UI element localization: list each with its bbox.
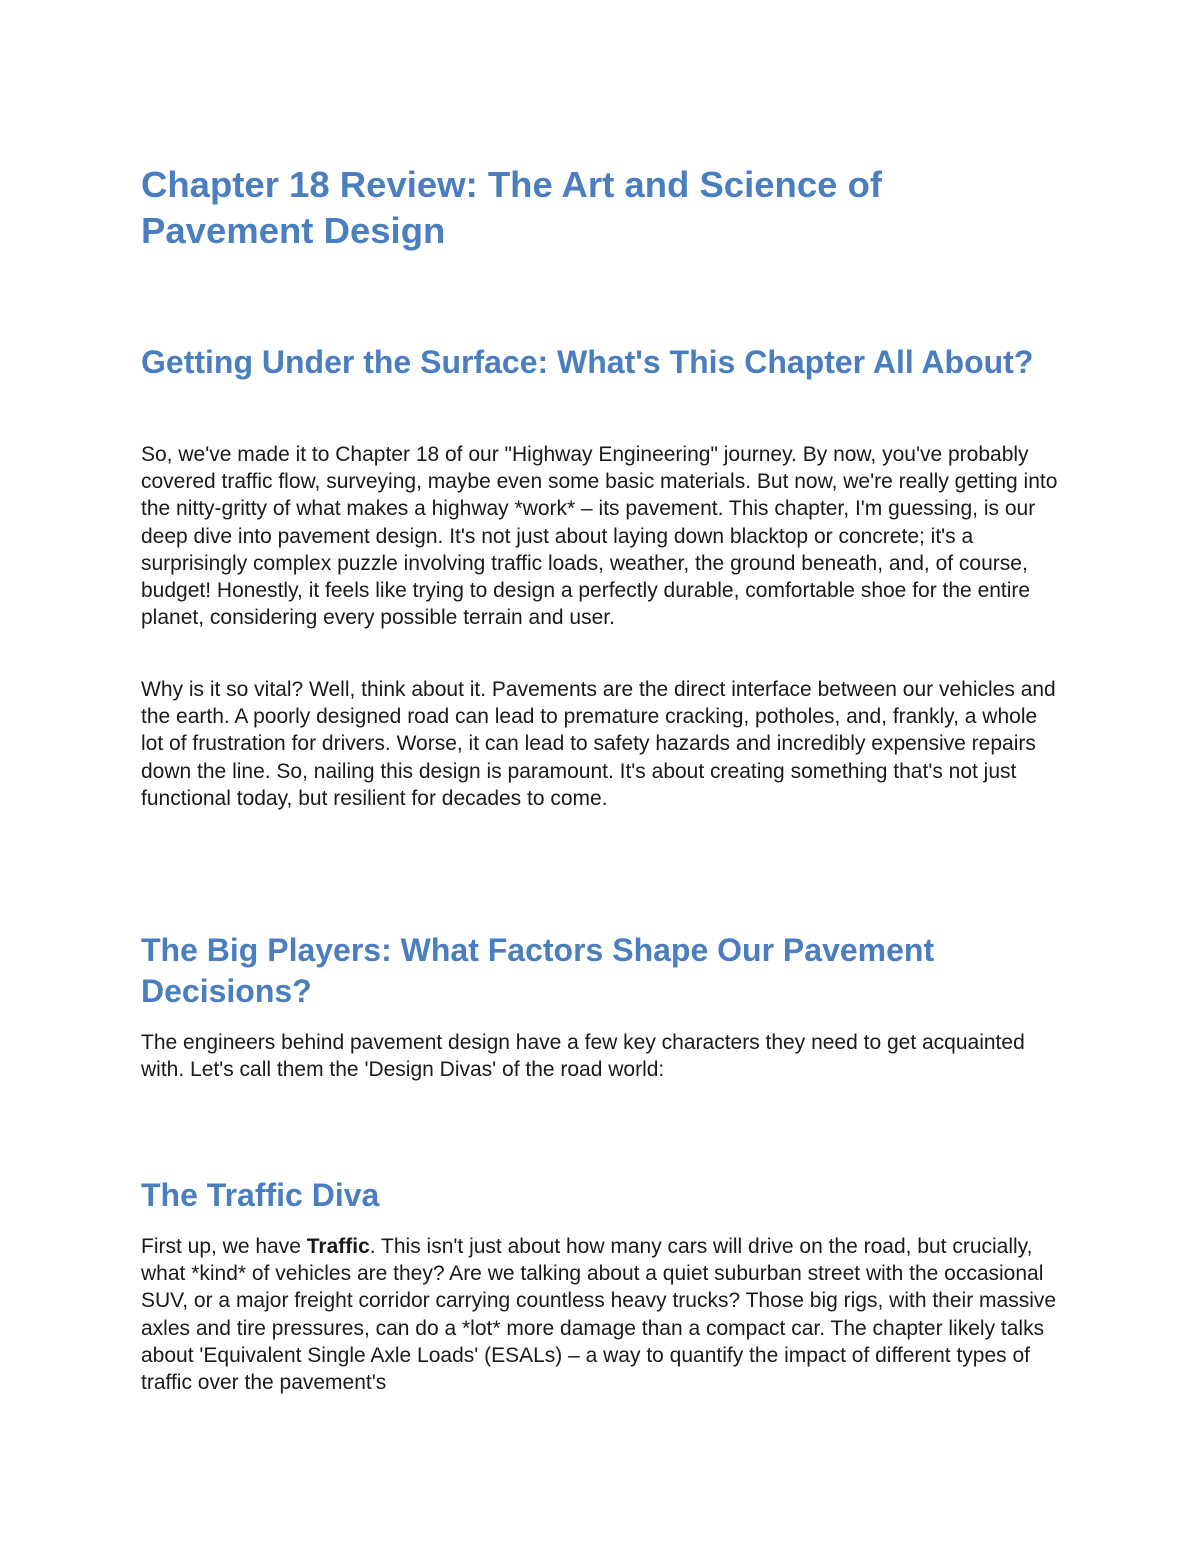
section-heading-traffic-diva: The Traffic Diva <box>141 1177 380 1213</box>
section-paragraph-traffic-diva <box>141 1233 1061 1396</box>
section-heading-surface: Getting Under the Surface: What's This Chapter All About? <box>141 344 1034 380</box>
section-paragraph-intro-2: Why is it so vital? Well, think about it. Pavements are the direct interface between our vehicles and the earth. A poorly designed road can lead to premature cracking, potholes, and, frankly, a whole lot of frustration for drivers. Worse, it can lead to safety hazards and incredibly expensive repairs down the line. So, nailing this design is paramount. It's about creating something that's not just functional today, but resilient for decades to come. <box>141 678 1056 810</box>
traffic-text-after: . This isn't just about how many cars will drive on the road, but crucially, what *kind* of vehicles are they? Are we talking about a quiet suburban street with the occasional SUV, or a major freight corridor carrying countless heavy trucks? Those big rigs, with their massive axles and tire pressures, can do a *lot* more damage than a compact car. The chapter likely talks about 'Equivalent Single Axle Loads' (ESALs) – a way to quantify the impact of different types of traffic over the pavement's <box>141 1235 1057 1395</box>
traffic-text-before: First up, we have <box>141 1235 307 1258</box>
section-heading-big-players: The Big Players: What Factors Shape Our Pavement Decisions? <box>141 932 935 1009</box>
traffic-bold-term: Traffic <box>306 1235 370 1258</box>
section-paragraph-intro-1: So, we've made it to Chapter 18 of our "Highway Engineering" journey. By now, you've probably covered traffic flow, surveying, maybe even some basic materials. But now, we're really getting into the nitty-gritty of what makes a highway *work* – its pavement. This chapter, I'm guessing, is our deep dive into pavement design. It's not just about laying down blacktop or concrete; it's a surprisingly complex puzzle involving traffic loads, weather, the ground beneath, and, of course, budget! Honestly, it feels like trying to design a perfectly durable, comfortable shoe for the entire planet, considering every possible terrain and user. <box>141 443 1058 630</box>
document-title: Chapter 18 Review: The Art and Science of Pavement Design <box>141 164 883 251</box>
section-paragraph-big-players: The engineers behind pavement design have a few key characters they need to get acquainted with. Let's call them the 'Design Divas' of the road world: <box>141 1031 1025 1082</box>
